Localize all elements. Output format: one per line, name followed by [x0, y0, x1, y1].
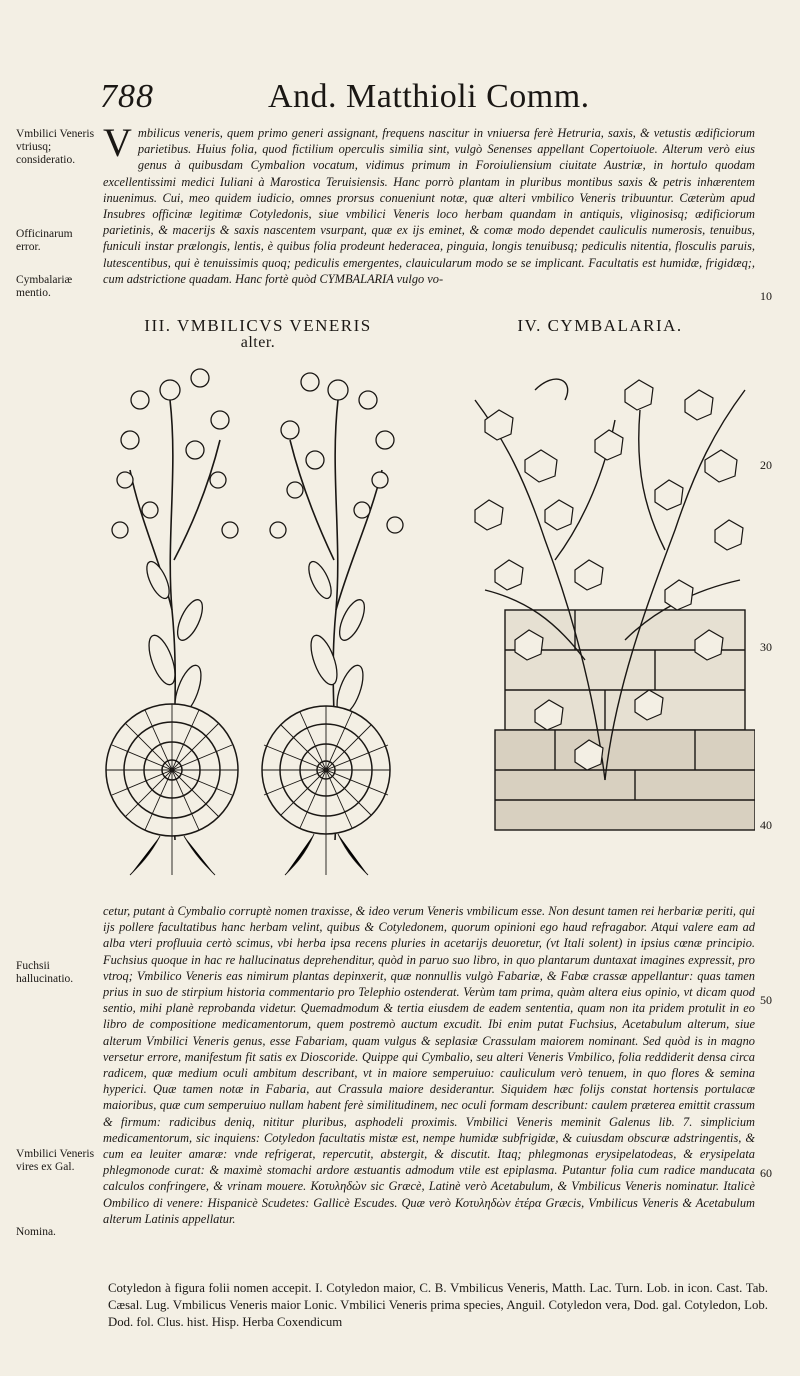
umbilicus-woodcut-illustration — [100, 360, 450, 880]
cymbalaria-woodcut-illustration — [455, 360, 755, 840]
figure-title-cymbalaria: IV. CYMBALARIA. — [517, 316, 683, 335]
margin-note-nomina: Nomina. — [16, 1226, 56, 1238]
margin-note-consideratio: Vmbilici Veneris vtriusq; consideratio. — [16, 128, 95, 166]
running-title: And. Matthioli Comm. — [268, 78, 590, 115]
page-number: 788 — [100, 78, 154, 115]
margin-note-officinarum-error: Officinarum error. — [16, 228, 73, 253]
margin-note-fuchsii: Fuchsii hallucinatio. — [16, 960, 74, 985]
footnote-text: Cotyledon à figura folii nomen accepit. I. Cotyledon maior, C. B. Vmbilicus Veneris, Matth. Lac. Turn. Lob. in icon. Cast. Tab. Cæsal. Lug. Vmbilicus Veneris maior Lonic. Vmbilici Veneris prima species, Anguil. Cotyledon vera, Dod. gal. Cotyledon, Lob. Dod. fol. Clus. hist. Hisp. Herba Coxendicum — [108, 1281, 768, 1329]
line-number-40: 40 — [760, 818, 772, 832]
text-paragraph-commentary — [103, 903, 755, 1227]
line-number-50: 50 — [760, 993, 772, 1007]
margin-note-cymbalaria: Cymbalariæ mentio. — [16, 274, 73, 299]
figure-title-umbilicus-main: III. VMBILICVS VENERIS — [144, 316, 372, 335]
page-header — [100, 78, 740, 122]
drop-cap: V — [103, 120, 132, 165]
paragraph-text: mbilicus veneris, quem primo generi assignant, frequens nascitur in vniuersa ferè Hetruria, saxis, & vetustis ædificiorum parietibus. Huius folia, quod fictilium operculis similia sint, vulgò Senenses appellant Copertoiuole. Alterum verò eius genus à quibusdam Cymbalion vocatum, vidimus primum in Foroiuliensium ciuitate Austriæ, in hortulo quodam excellentissimi medici Iuliani à Marostica Teruisiensis. Hanc porrò plantam in pluribus montibus saxis & petris inhærentem inuenimus. Cui, meo quidem iudicio, omnes prorsus conueniunt notæ, quæ alteri vmbilico Veneris tribuuntur. Cæterùm apud Insubres officinæ legitimæ Cotyledonis, siue vmbilici Veneris loco herbam quandam in antiquis, vliginosisq; ædificiorum parietinis, & macerijs & saxis nascentem vsurpant, quæ ex ijs eminet, & comæ modo dependet cauliculis numerosis, tenuibus, funiculi instar prælongis, lentis, è quibus folia prodeunt hederacea, pinguia, longis tenuibusq; pediculis nitentia, flosculis paruis, lutescentibus, qui è tenuissimis quoq; pediculis emergentes, clauicularum modo se se implicant. Facultatis est humidæ, frigidæq;, cum adstrictione quadam. Hanc fortè quòd CYMBALARIA vulgo vo- — [103, 126, 755, 286]
text-paragraph-intro — [103, 120, 755, 287]
figure-title-umbilicus — [108, 316, 408, 352]
line-number-10: 10 — [760, 289, 772, 303]
line-number-60: 60 — [760, 1166, 772, 1180]
footnote-synonyms — [108, 1280, 768, 1331]
margin-note-vires: Vmbilici Veneris vires ex Gal. — [16, 1148, 95, 1173]
paragraph-text-commentary: cetur, putant à Cymbalio corruptè nomen traxisse, & ideo verum Veneris vmbilicum esse. Non desunt tamen rei herbariæ periti, qui ijs pollere facultatibus hanc herbam velint, quibus & Cotyledonem, quorum opinioni ego haud refragabor. Atqui valere eam ad alba vteri profluuia certò scimus, vbi herba ipsa recens pluries in acetarijs deuoretur, (vt Itali solent) in ipsius cœnæ principio. Fuchsius quoque in hac re hallucinatus deprehenditur, quòd in paruo suo libro, in quo plantarum duntaxat imagines expressit, pro vtroq; Vmbilico Veneris eas nimirum plantas depinxerit, quæ nonnullis vulgò Fabariæ, & Fabæ crassæ appellantur: quas tamen prius in suo de stirpium historia commentario pro Telephio ostenderat. Verùm tam prima, quàm altera eius opinio, vt dicam quod sentio, mihi planè reprobanda videtur. Quemadmodum & tertia eiusdem de eadem sententia, quam non ita pridem protulit in eo libro de compositione medicamentorum, quem postremò auctum excudit. Ibi enim putat Fuchsius, Acetabulum alterum, siue alterum Vmbilici Veneris genus, esse Fabariam, quam vulgus & seplasiæ Crassulam maiorem nominant. Sed quòd is in magno versetur errore, manifestum fit satis ex Dioscoride. Quippe qui Cymbalio, seu alteri Veneris Vmbilico, folia reddiderit densa circa radicem, quæ medium oculi ambitum describant, vt in maiore semperuiuo: cauliculum verò tenuem, in quo flores & semina hyperici. Quæ tamen notæ in Fabaria, aut Crassula maiore desiderantur. Siquidem hæc folijs constat hortensis portulacæ maioribus, quæ cum semperuiuo nullam habent ferè similitudinem, nec oculi formam describunt: caulem præterea emittit crassum & firmum: radicibus deniq, nititur pluribus, asphodeli proximis. Vmbilici Veneris meminit Galenus lib. 7. simplicium medicamentorum, sic inquiens: Cotyledon facultatis mistæ est, nempe humidæ subfrigidæ, & cuiusdam obscuræ adstringentis, & cum ea leuiter amaræ: vnde refrigerat, repercutit, abstergit, & discutit. Itaq; phlegmonas erysipelatodeas, & erysipelata phlegmonode curat: & maximè stomachi ardore æstuantis admodum vtile est epiplasma. Putantur folia cum radice manducata calculos confringere, & vrinam mouere. Κοτυληδὼν sic Græcè, Latinè verò Acetabulum, & Vmbilicus Veneris nominatur. Italicè Ombilico di venere: Hispanicè Scudetes: Gallicè Escudes. Quæ verò Κοτυληδὼν ἑτέρα Græcis, Vmbilicus Veneris & Acetabulum alterum Latinis appellatur. — [103, 904, 755, 1226]
line-number-20: 20 — [760, 458, 772, 472]
line-number-30: 30 — [760, 640, 772, 654]
figure-title-umbilicus-sub: alter. — [240, 334, 276, 351]
